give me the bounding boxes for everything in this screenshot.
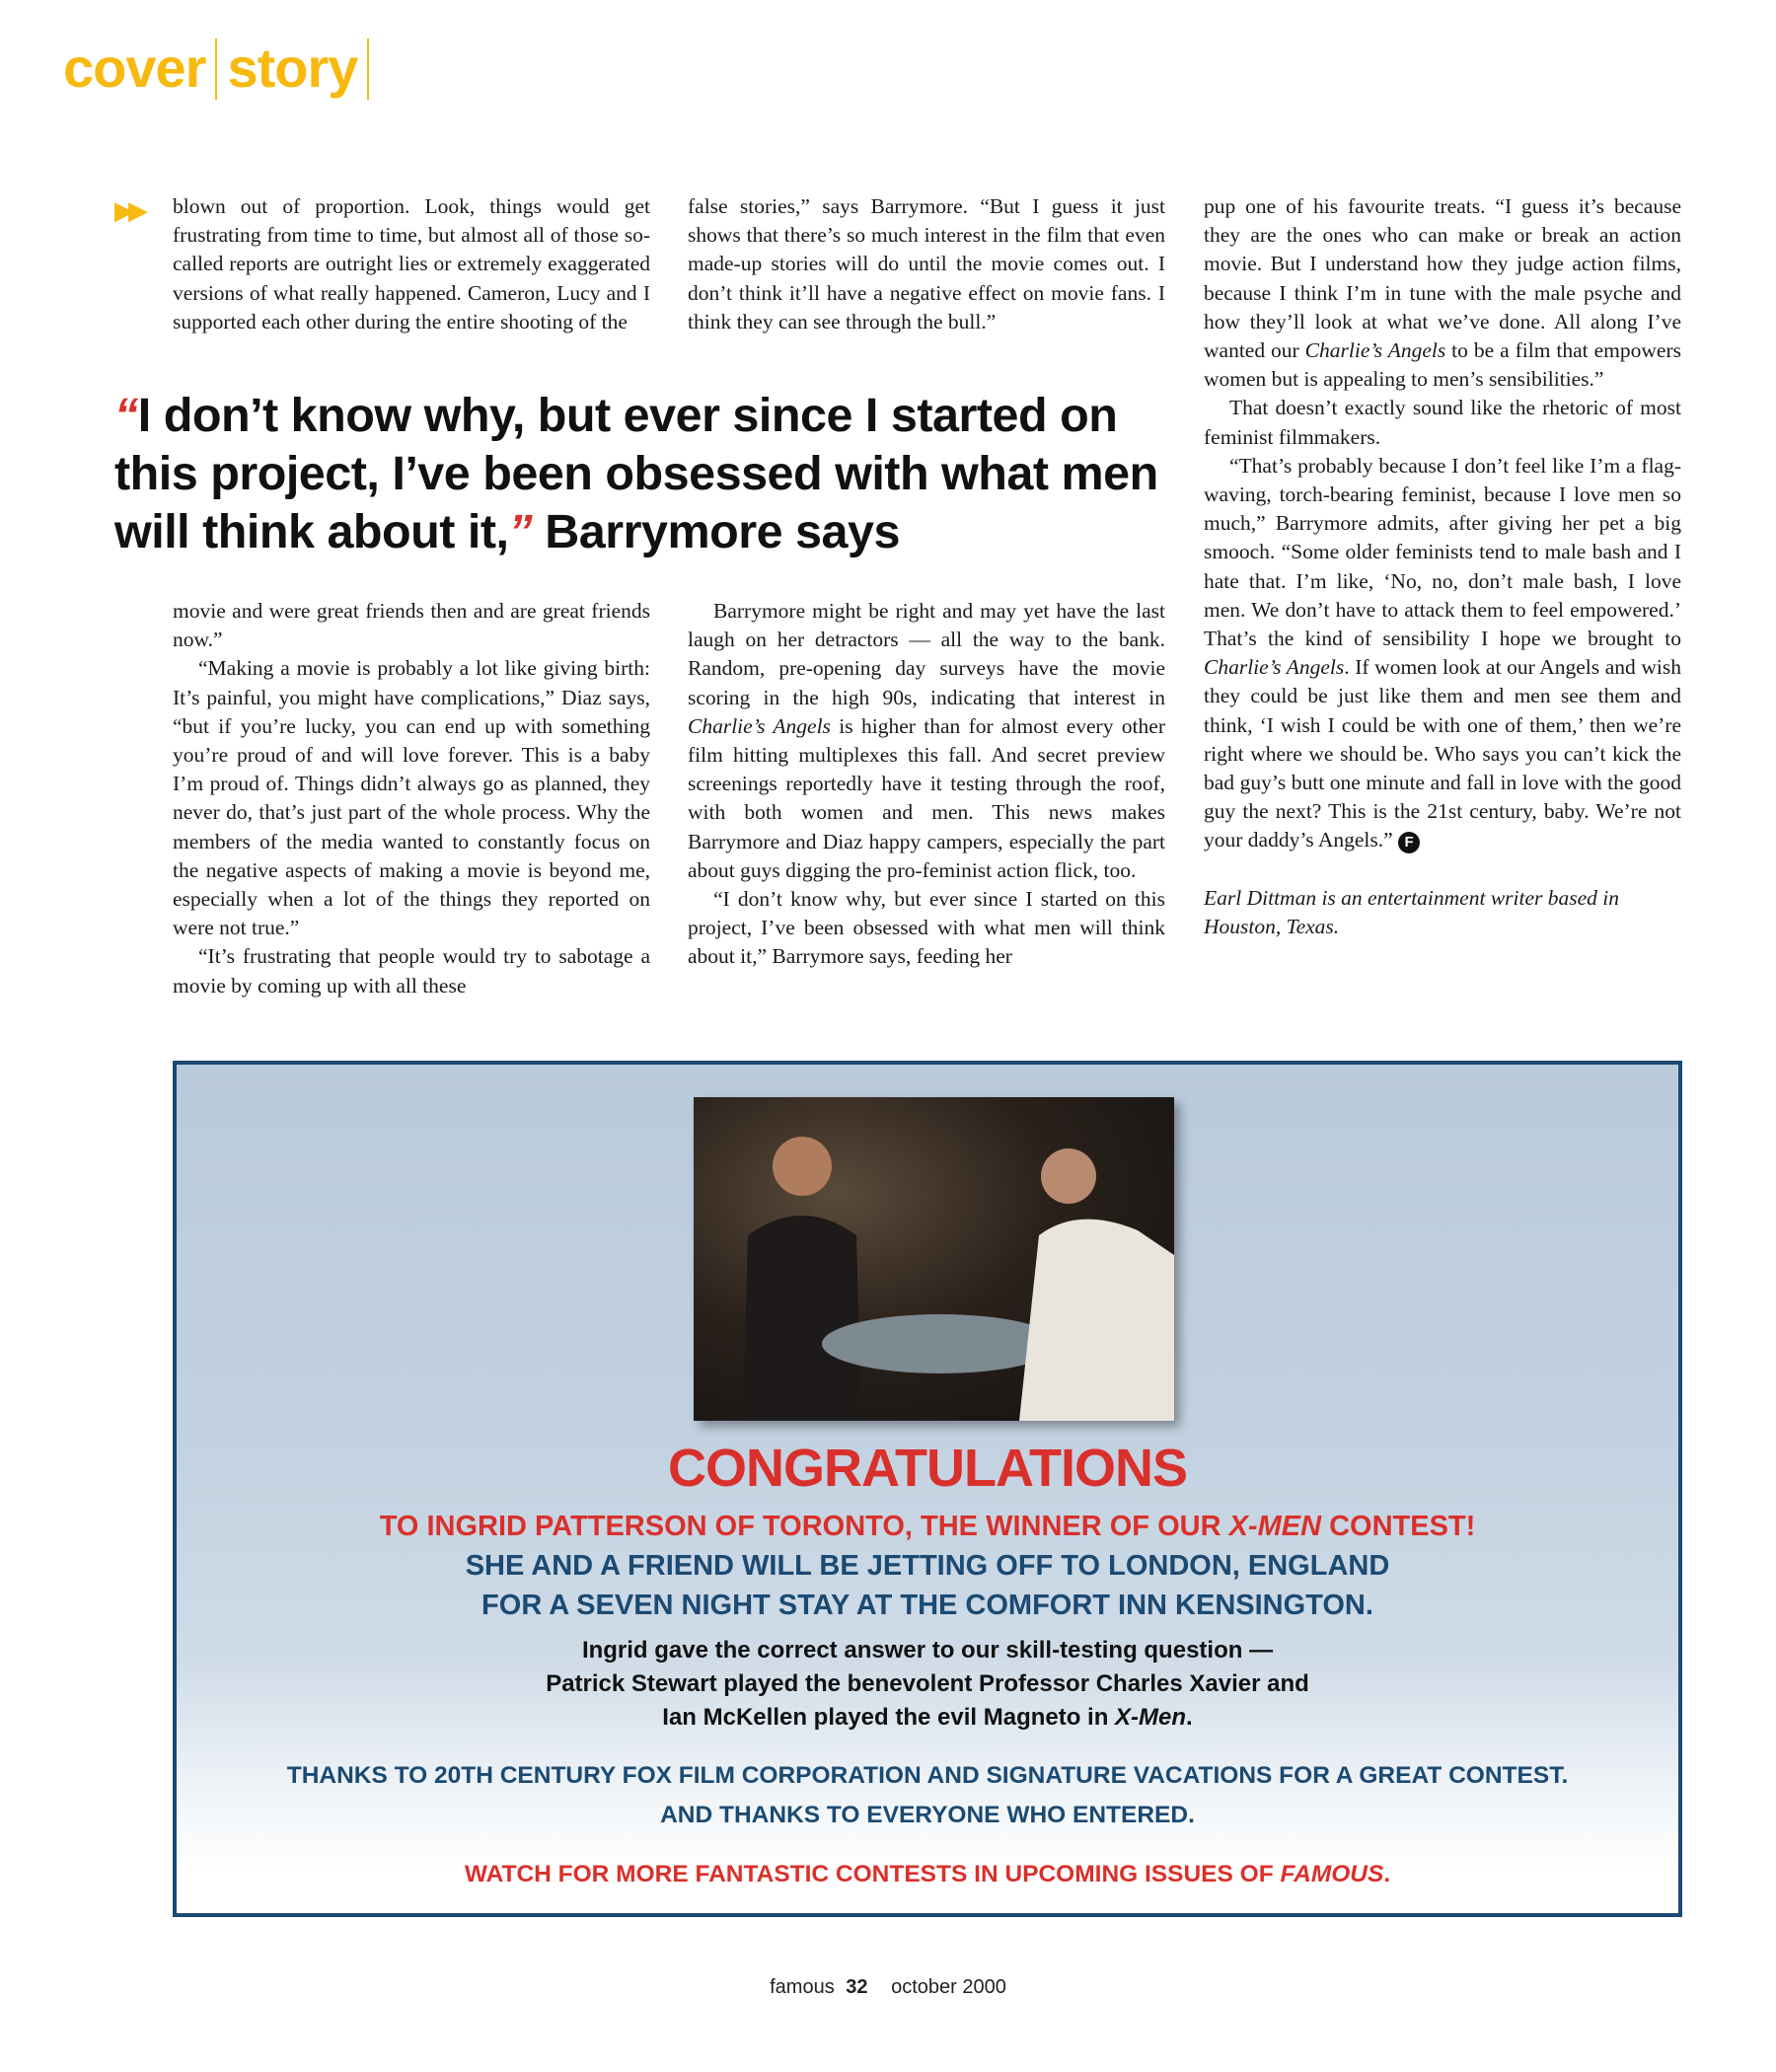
paragraph [688,885,1165,972]
column-1-bottom [173,597,650,1000]
thanks-line-1: THANKS TO 20TH CENTURY FOX FILM CORPORATION AND SIGNATURE VACATIONS FOR A GREAT CONTEST. [286,1762,1569,1789]
end-mark-icon: F [1398,832,1420,853]
prize-line-1: SHE AND A FRIEND WILL BE JETTING OFF TO LONDON, ENGLAND [465,1550,1390,1582]
prize-line-2: FOR A SEVEN NIGHT STAY AT THE COMFORT INN KENSINGTON. [481,1590,1373,1621]
column-2-bottom [688,597,1165,972]
text-run: to be a film that empowers women but is appealing to men’s sensibilities.” [1204,338,1681,392]
magazine-name: FAMOUS [1280,1861,1384,1887]
watch-text: WATCH FOR MORE FANTASTIC CONTESTS IN UPCOMING ISSUES OF [464,1861,1281,1887]
answer-line-3 [177,1704,1678,1732]
page-footer [0,1976,1776,1999]
paragraph [1204,192,1681,394]
paragraph [688,192,1165,336]
continuation-arrows-icon: ▶▶ [114,196,142,226]
text-run: pup one of his favourite treats. “I guess it’s because they are the ones who can make or break an action movie. But I understand how they judge action films, because I think I’m in tune with the male psyche and how they’ll look at what we’ve done. All along I’ve wanted our [1204,194,1681,363]
footer-magazine: famous [770,1976,835,1998]
open-quote: “ [114,389,138,442]
contest-announcement-box [173,1061,1682,1917]
man-in-suit-figure [733,1127,861,1421]
text-run: Barrymore might be right and may yet have the last laugh on her detractors — all the way to the bank. Random, pre-opening day surveys have the movie scoring in the high 90s, indicating that interest in [688,599,1165,709]
xmen-chess-photo [694,1097,1174,1421]
page-number: 32 [846,1976,868,1998]
movie-title: X-Men [1115,1704,1187,1731]
winner-text-end: CONTEST! [1321,1511,1476,1542]
text-run: “Making a movie is probably a lot like giving birth: It’s painful, you might have complications,” Diaz says, “but if you’re lucky, you can end up with something you’re proud of and will love forever. This is a baby I’m proud of. Things didn’t always go as planned, they never do, that’s just part of the whole process. Why the members of the media wanted to constantly focus on the negative aspects of making a movie is beyond me, especially when a lot of the things they reported on were not true.” [173,656,650,940]
column-3-body [1204,192,1681,855]
answer-text-end: . [1186,1704,1193,1731]
answer-line-2: Patrick Stewart played the benevolent Professor Charles Xavier and [546,1670,1309,1697]
contest-headline: CONGRATULATIONS [668,1439,1187,1498]
watch-text-end: . [1383,1861,1391,1887]
text-run: That doesn’t exactly sound like the rhetoric of most feminist filmmakers. [1204,396,1681,449]
pull-quote-attribution: Barrymore says [532,505,900,558]
section-word-story: story [227,37,358,99]
text-run: “That’s probably because I don’t feel like I’m a flag-waving, torch-bearing feminist, because I love men so much,” Barrymore admits, after giving her pet a big smooch. “Some older feminists tend to male bash and I hate that. I’m like, ‘No, no, don’t male bash, I love men. We don’t have to attack them to feel empowered.’ That’s the kind of sensibility I hope we brought to [1204,453,1681,651]
column-3 [1204,192,1681,941]
text-run: “It’s frustrating that people would try to sabotage a movie by coming up with all these [173,944,650,998]
pull-quote [114,387,1180,561]
text-run: is higher than for almost every other film hitting multiplexes this fall. And secret preview screenings reportedly have it testing through the roof, with both women and men. This news makes Barrymore and Diaz happy campers, especially the part about guys digging the pro-feminist action flick, too. [688,713,1165,882]
film-title: Charlie’s Angels [688,713,831,738]
paragraph [1204,394,1681,451]
answer-text: Ian McKellen played the evil Magneto in [662,1704,1116,1731]
section-word-cover: cover [63,37,206,99]
text-run: “I don’t know why, but ever since I started on this project, I’ve been obsessed with what men will think about it,” Barrymore says, feeding her [688,887,1165,969]
winner-line [177,1511,1678,1543]
footer-date: october 2000 [891,1976,1006,1998]
film-title: Charlie’s Angels [1204,655,1345,680]
column-1-top [173,192,650,336]
film-title: Charlie’s Angels [1304,338,1446,363]
man-in-white-figure [1019,1137,1174,1421]
paragraph [1204,452,1681,855]
paragraph [173,654,650,942]
movie-title: X-MEN [1228,1511,1322,1542]
divider [215,38,217,100]
section-label [63,36,379,100]
paragraph [173,192,650,336]
text-run: movie and were great friends then and are great friends now.” [173,599,650,652]
text-run: false stories,” says Barrymore. “But I guess it just shows that there’s so much interest in the film that even made-up stories will do until the movie comes out. I don’t think it’ll have a negative effect on movie fans. I think they can see through the bull.” [688,194,1165,333]
watch-line [177,1861,1678,1888]
winner-text: TO INGRID PATTERSON OF TORONTO, THE WINNER OF OUR [379,1511,1229,1542]
column-2-top [688,192,1165,336]
answer-line-1: Ingrid gave the correct answer to our skill-testing question — [581,1637,1274,1664]
pull-quote-text: I don’t know why, but ever since I started on this project, I’ve been obsessed with what men will think about it, [114,389,1158,558]
paragraph [688,597,1165,885]
paragraph [173,597,650,654]
text-run: . If women look at our Angels and wish they could be just like them and men see them and think, ‘I wish I could be with one of them,’ then we’re right where we should be. Who says you can’t kick the bad guy’s butt one minute and fall in love with the good guy the next? This is the 21st century, baby. We’re not your daddy’s Angels.” [1204,655,1681,852]
thanks-line-2: AND THANKS TO EVERYONE WHO ENTERED. [660,1802,1195,1828]
close-quote: ” [508,505,533,558]
author-bio: Earl Dittman is an entertainment writer based in Houston, Texas. [1204,885,1620,938]
divider [367,38,369,100]
text-run: blown out of proportion. Look, things would get frustrating from time to time, but almost all of those so-called reports are outright lies or extremely exaggerated versions of what really happened. Cameron, Lucy and I supported each other during the entire shooting of the [173,194,650,333]
paragraph [173,942,650,999]
